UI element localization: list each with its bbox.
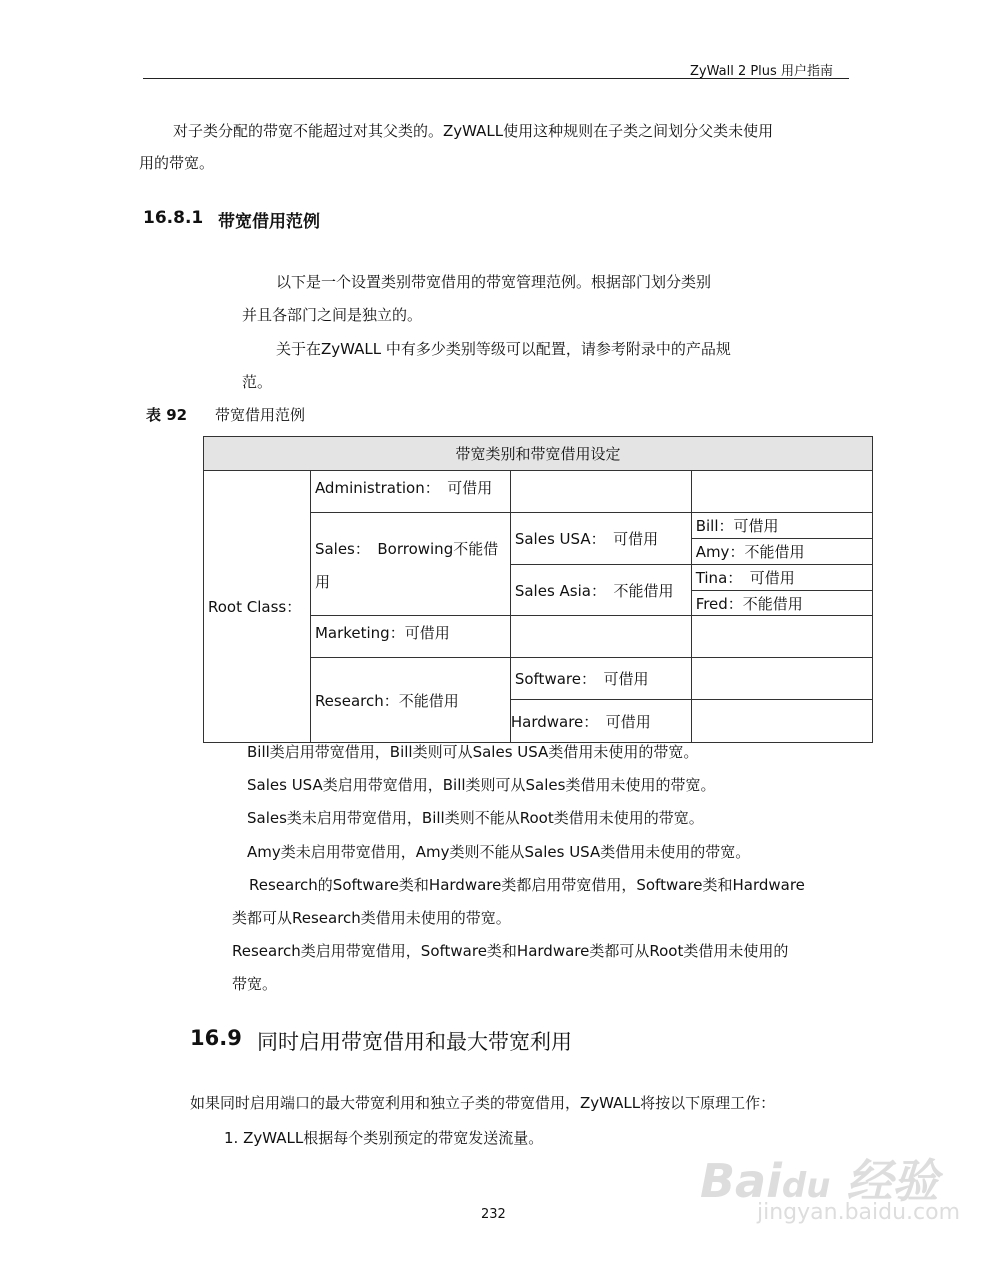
section-number: 16.9 (190, 1026, 242, 1050)
cell-bill: Bill：可借用 (691, 513, 872, 539)
intro-line: 用的带宽。 (139, 154, 215, 172)
table-caption-title: 带宽借用范例 (215, 406, 306, 424)
page-number: 232 (481, 1207, 506, 1222)
note-line: 类都可从Research类借用未使用的带宽。 (232, 909, 511, 927)
section-number: 16.8.1 (143, 208, 204, 228)
para-line: 范。 (242, 373, 273, 391)
baidu-watermark-url: jingyan.baidu.com (757, 1200, 961, 1225)
note-line: Research类启用带宽借用，Software类和Hardware类都可从Root类借用未使用的 (232, 942, 789, 960)
section-title: 带宽借用范例 (218, 212, 320, 232)
cell-sales-usa: Sales USA： 可借用 (510, 513, 691, 565)
note-line: Sales USA类启用带宽借用，Bill类则可从Sales类借用未使用的带宽。 (247, 776, 716, 794)
section-title: 同时启用带宽借用和最大带宽利用 (257, 1030, 572, 1054)
cell-software: Software： 可借用 (510, 658, 691, 700)
para-line: 如果同时启用端口的最大带宽利用和独立子类的带宽借用，ZyWALL将按以下原理工作： (190, 1094, 776, 1112)
cell-root: Root Class： (204, 471, 311, 743)
table-caption-label: 表 92 (146, 406, 188, 424)
header-rule (143, 78, 849, 79)
cell-administration: Administration： 可借用 (310, 471, 510, 513)
cell-fred: Fred：不能借用 (691, 591, 872, 616)
cell-research: Research：不能借用 (310, 658, 510, 743)
list-item: 1. ZyWALL根据每个类别预定的带宽发送流量。 (224, 1129, 544, 1147)
cell-sales: Sales： Borrowing不能借 用 (310, 513, 510, 616)
note-line: Amy类未启用带宽借用，Amy类则不能从Sales USA类借用未使用的带宽。 (247, 843, 751, 861)
cell-tina: Tina： 可借用 (691, 565, 872, 591)
header-title: ZyWall 2 Plus 用户指南 (690, 64, 833, 79)
baidu-watermark-logo: Baidu 经验 (700, 1154, 939, 1208)
note-line: 带宽。 (232, 975, 278, 993)
note-line: Research的Software类和Hardware类都启用带宽借用，Software类和Hardware (249, 876, 805, 894)
note-line: Sales类未启用带宽借用，Bill类则不能从Root类借用未使用的带宽。 (247, 809, 704, 827)
note-line: Bill类启用带宽借用，Bill类则可从Sales USA类借用未使用的带宽。 (247, 743, 699, 761)
cell-amy: Amy：不能借用 (691, 539, 872, 565)
para-line: 以下是一个设置类别带宽借用的带宽管理范例。根据部门划分类别 (276, 273, 712, 291)
intro-line: 对子类分配的带宽不能超过对其父类的。ZyWALL使用这种规则在子类之间划分父类未使用 (173, 122, 774, 140)
para-line: 并且各部门之间是独立的。 (242, 306, 423, 324)
bandwidth-table (203, 436, 873, 743)
table-header: 带宽类别和带宽借用设定 (204, 437, 873, 471)
para-line: 关于在ZyWALL 中有多少类别等级可以配置，请参考附录中的产品规 (276, 340, 731, 358)
cell-marketing: Marketing：可借用 (310, 616, 510, 658)
cell-sales-asia: Sales Asia： 不能借用 (510, 565, 691, 616)
cell-hardware: Hardware： 可借用 (510, 700, 691, 743)
